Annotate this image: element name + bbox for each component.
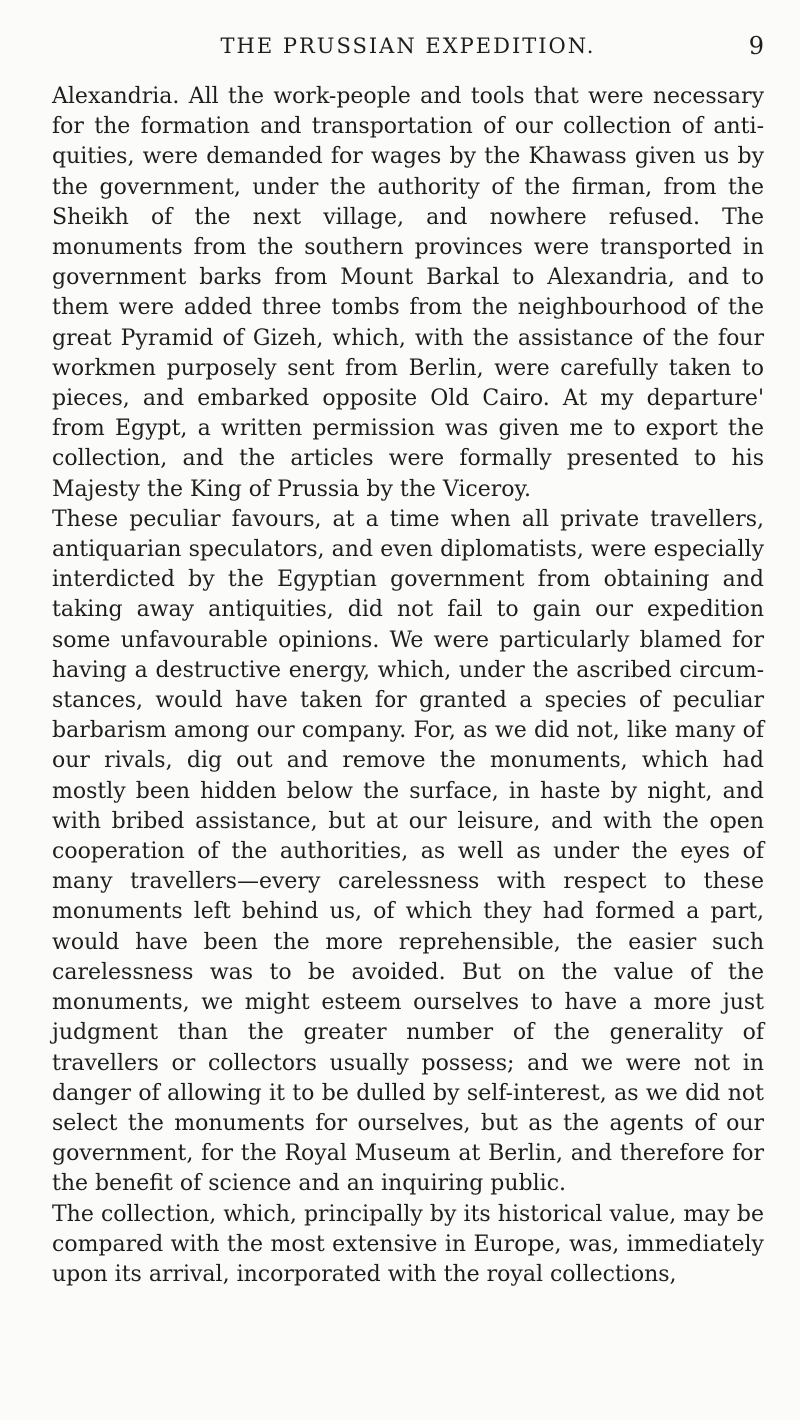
- book-page: [52, 30, 764, 1290]
- page-number: 9: [748, 32, 764, 60]
- paragraph-3: The collection, which, principally by its historical value, may be compared with the most extensive in Europe, was, immediately upon its arrival, incorporated with the royal collections,: [52, 1201, 764, 1287]
- paragraph-1: Alexandria. All the work-people and tools that were necessary for the formation and transportation of our collection of antiquities, were demanded for wages by the Khawass given us by the government, under the authority of the firman, from the Sheikh of the next village, and nowhere refused. The monuments from the southern provinces were transported in government barks from Mount Barkal to Alexandria, and to them were added three tombs from the neighbourhood of the great Pyramid of Gizeh, which, with the assistance of the four workmen purposely sent from Berlin, were carefully taken to pieces, and embarked opposite Old Cairo. At my departure' from Egypt, a written permission was given me to export the collection, and the articles were formally presented to his Majesty the King of Prussia by the Viceroy.: [52, 84, 764, 502]
- running-head: [52, 30, 764, 70]
- running-title: THE PRUSSIAN EXPEDITION.: [220, 34, 596, 58]
- body-text: [52, 82, 764, 1290]
- paragraph-2: These peculiar favours, at a time when all private travellers, antiquarian speculators, and even diplomatists, were especially interdicted by the Egyptian government from obtaining and taking away antiquities, did not fail to gain our expedition some unfavourable opinions. We were particularly blamed for having a destructive energy, which, under the ascribed circumstances, would have taken for granted a species of peculiar barbarism among our company. For, as we did not, like many of our rivals, dig out and remove the monuments, which had mostly been hidden below the surface, in haste by night, and with bribed assistance, but at our leisure, and with the open cooperation of the authorities, as well as under the eyes of many travellers—every carelessness with respect to these monuments left behind us, of which they had formed a part, would have been the more reprehensible, the easier such carelessness was to be avoided. But on the value of the monuments, we might esteem ourselves to have a more just judgment than the greater number of the generality of travellers or collectors usually possess; and we were not in danger of allowing it to be dulled by self-interest, as we did not select the monuments for ourselves, but as the agents of our government, for the Royal Museum at Berlin, and therefore for the benefit of science and an inquiring public.: [52, 506, 764, 1197]
